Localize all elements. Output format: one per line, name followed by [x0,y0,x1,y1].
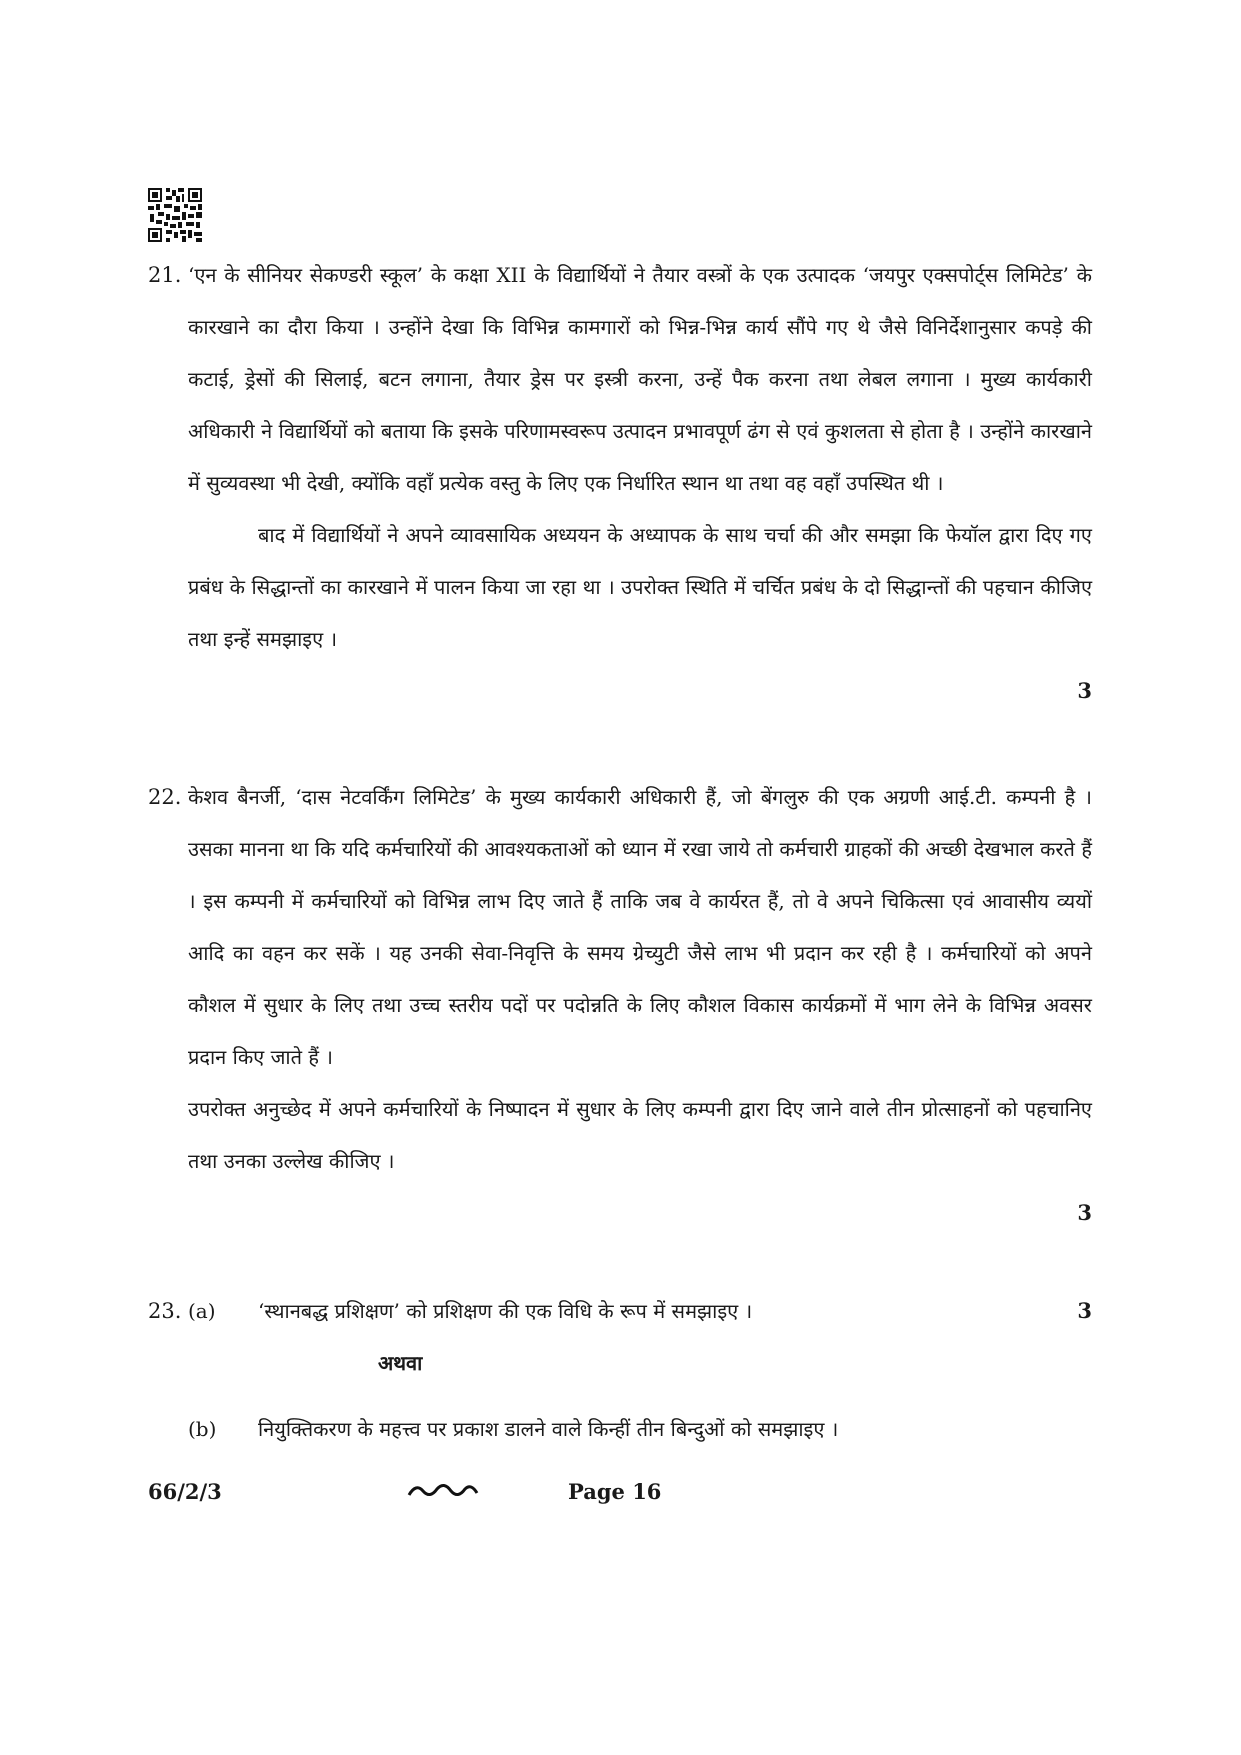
option-text: ‘स्थानबद्ध प्रशिक्षण’ को प्रशिक्षण की एक विधि के रूप में समझाइए । [258,1299,753,1323]
page-number: Page 16 [568,1479,662,1504]
question-number: 22. [148,785,182,809]
wave-mark-icon [407,1480,479,1502]
marks: 3 [1077,678,1092,703]
question-23 [148,1285,1092,1455]
qr-code [148,188,202,242]
option-b [148,1403,1092,1455]
question-number: 23. [148,1299,182,1323]
question-21 [148,249,1092,703]
question-22 [148,771,1092,1225]
question-paragraph: ‘एन के सीनियर सेकण्डरी स्कूल’ के कक्षा XII के विद्यार्थियों ने तैयार वस्त्रों के एक उत्पादक ‘जयपुर एक्सपोर्ट्स लिमिटेड’ के कारखाने का दौरा किया । उन्होंने देखा कि विभिन्न कामगारों को भिन्न-भिन्न कार्य सौंपे गए थे जैसे विनिर्देशानुसार कपड़े की कटाई, ड्रेसों की सिलाई, बटन लगाना, तैयार ड्रेस पर इस्त्री करना, उन्हें पैक करना तथा लेबल लगाना । मुख्य कार्यकारी अधिकारी ने विद्यार्थियों को बताया कि इसके परिणामस्वरूप उत्पादन प्रभावपूर्ण ढंग से एवं कुशलता से होता है । उन्होंने कारखाने में सुव्यवस्था भी देखी, क्योंकि वहाँ प्रत्येक वस्तु के लिए एक निर्धारित स्थान था तथा वह वहाँ उपस्थित थी । [188,263,1092,495]
option-label: (b) [188,1417,217,1441]
question-number: 21. [148,263,182,287]
marks: 3 [1077,1298,1092,1323]
page-footer [148,1472,1092,1512]
option-label: (a) [188,1299,216,1323]
or-separator: अथवा [378,1351,423,1375]
paper-code: 66/2/3 [148,1479,222,1504]
question-paragraph: उपरोक्त अनुच्छेद में अपने कर्मचारियों के निष्पादन में सुधार के लिए कम्पनी द्वारा दिए जाने वाले तीन प्रोत्साहनों को पहचानिए तथा उनका उल्लेख कीजिए । [188,1097,1092,1173]
option-text: नियुक्तिकरण के महत्त्व पर प्रकाश डालने वाले किन्हीं तीन बिन्दुओं को समझाइए । [258,1417,839,1441]
option-a [148,1285,1092,1337]
question-paragraph: बाद में विद्यार्थियों ने अपने व्यावसायिक अध्ययन के अध्यापक के साथ चर्चा की और समझा कि फेयॉल द्वारा दिए गए प्रबंध के सिद्धान्तों का कारखाने में पालन किया जा रहा था । उपरोक्त स्थिति में चर्चित प्रबंध के दो सिद्धान्तों की पहचान कीजिए तथा इन्हें समझाइए । [188,523,1092,651]
question-paragraph: केशव बैनर्जी, ‘दास नेटवर्किंग लिमिटेड’ के मुख्य कार्यकारी अधिकारी हैं, जो बेंगलुरु की एक अग्रणी आई.टी. कम्पनी है । उसका मानना था कि यदि कर्मचारियों की आवश्यकताओं को ध्यान में रखा जाये तो कर्मचारी ग्राहकों की अच्छी देखभाल करते हैं । इस कम्पनी में कर्मचारियों को विभिन्न लाभ दिए जाते हैं ताकि जब वे कार्यरत हैं, तो वे अपने चिकित्सा एवं आवासीय व्ययों आदि का वहन कर सकें । यह उनकी सेवा-निवृत्ति के समय ग्रेच्युटी जैसे लाभ भी प्रदान कर रही है । कर्मचारियों को अपने कौशल में सुधार के लिए तथा उच्च स्तरीय पदों पर पदोन्नति के लिए कौशल विकास कार्यक्रमों में भाग लेने के विभिन्न अवसर प्रदान किए जाते हैं । [188,785,1092,1069]
marks: 3 [1077,1200,1092,1225]
